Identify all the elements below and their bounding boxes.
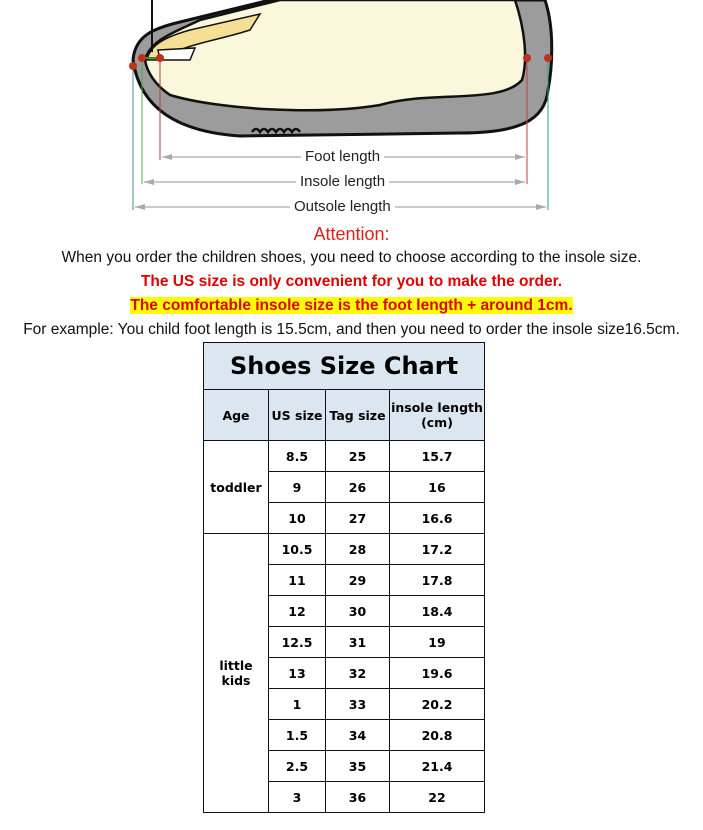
table-row [204,534,485,565]
us-size-cell: 12 [269,596,326,627]
age-group-cell: toddler [204,441,269,534]
tag-size-cell: 33 [326,689,390,720]
insole-length-cell: 16.6 [390,503,485,534]
us-size-cell: 3 [269,782,326,813]
tag-size-cell: 26 [326,472,390,503]
header-tag-size: Tag size [326,390,390,441]
us-size-cell: 10.5 [269,534,326,565]
insole-length-cell: 19.6 [390,658,485,689]
header-us-size: US size [269,390,326,441]
attention-heading: Attention: [313,224,390,244]
tag-size-cell: 35 [326,751,390,782]
tag-size-cell: 36 [326,782,390,813]
tag-size-cell: 28 [326,534,390,565]
header-insole-length: insole length (cm) [390,390,485,441]
tag-size-cell: 30 [326,596,390,627]
us-size-cell: 2.5 [269,751,326,782]
outsole-length-label: Outsole length [290,198,395,215]
insole-length-cell: 19 [390,627,485,658]
insole-length-cell: 15.7 [390,441,485,472]
insole-length-cell: 17.8 [390,565,485,596]
insole-length-cell: 20.2 [390,689,485,720]
tag-size-cell: 32 [326,658,390,689]
us-size-cell: 10 [269,503,326,534]
age-group-cell: little kids [204,534,269,813]
header-age: Age [204,390,269,441]
us-size-cell: 13 [269,658,326,689]
insole-length-label: Insole length [296,173,389,190]
note-us-size: The US size is only convenient for you to make the order. [140,273,563,290]
insole-length-cell: 20.8 [390,720,485,751]
insole-length-cell: 21.4 [390,751,485,782]
table-row [204,441,485,472]
insole-length-cell: 16 [390,472,485,503]
us-size-cell: 8.5 [269,441,326,472]
table-title: Shoes Size Chart [204,343,485,390]
tag-size-cell: 29 [326,565,390,596]
note-insole-size: When you order the children shoes, you need to choose according to the insole size. [61,249,642,266]
foot-length-label: Foot length [301,148,384,165]
note-comfortable-size-text: The comfortable insole size is the foot length + around 1cm. [130,297,573,314]
insole-length-cell: 22 [390,782,485,813]
tag-size-cell: 31 [326,627,390,658]
us-size-cell: 12.5 [269,627,326,658]
tag-size-cell: 25 [326,441,390,472]
tag-size-cell: 34 [326,720,390,751]
us-size-cell: 9 [269,472,326,503]
insole-length-cell: 18.4 [390,596,485,627]
us-size-cell: 11 [269,565,326,596]
note-example: For example: You child foot length is 15.5cm, and then you need to order the insole size16.5cm. [23,321,680,338]
us-size-cell: 1 [269,689,326,720]
size-chart-table [203,342,485,813]
note-comfortable-size [0,297,703,315]
us-size-cell: 1.5 [269,720,326,751]
insole-length-cell: 17.2 [390,534,485,565]
tag-size-cell: 27 [326,503,390,534]
